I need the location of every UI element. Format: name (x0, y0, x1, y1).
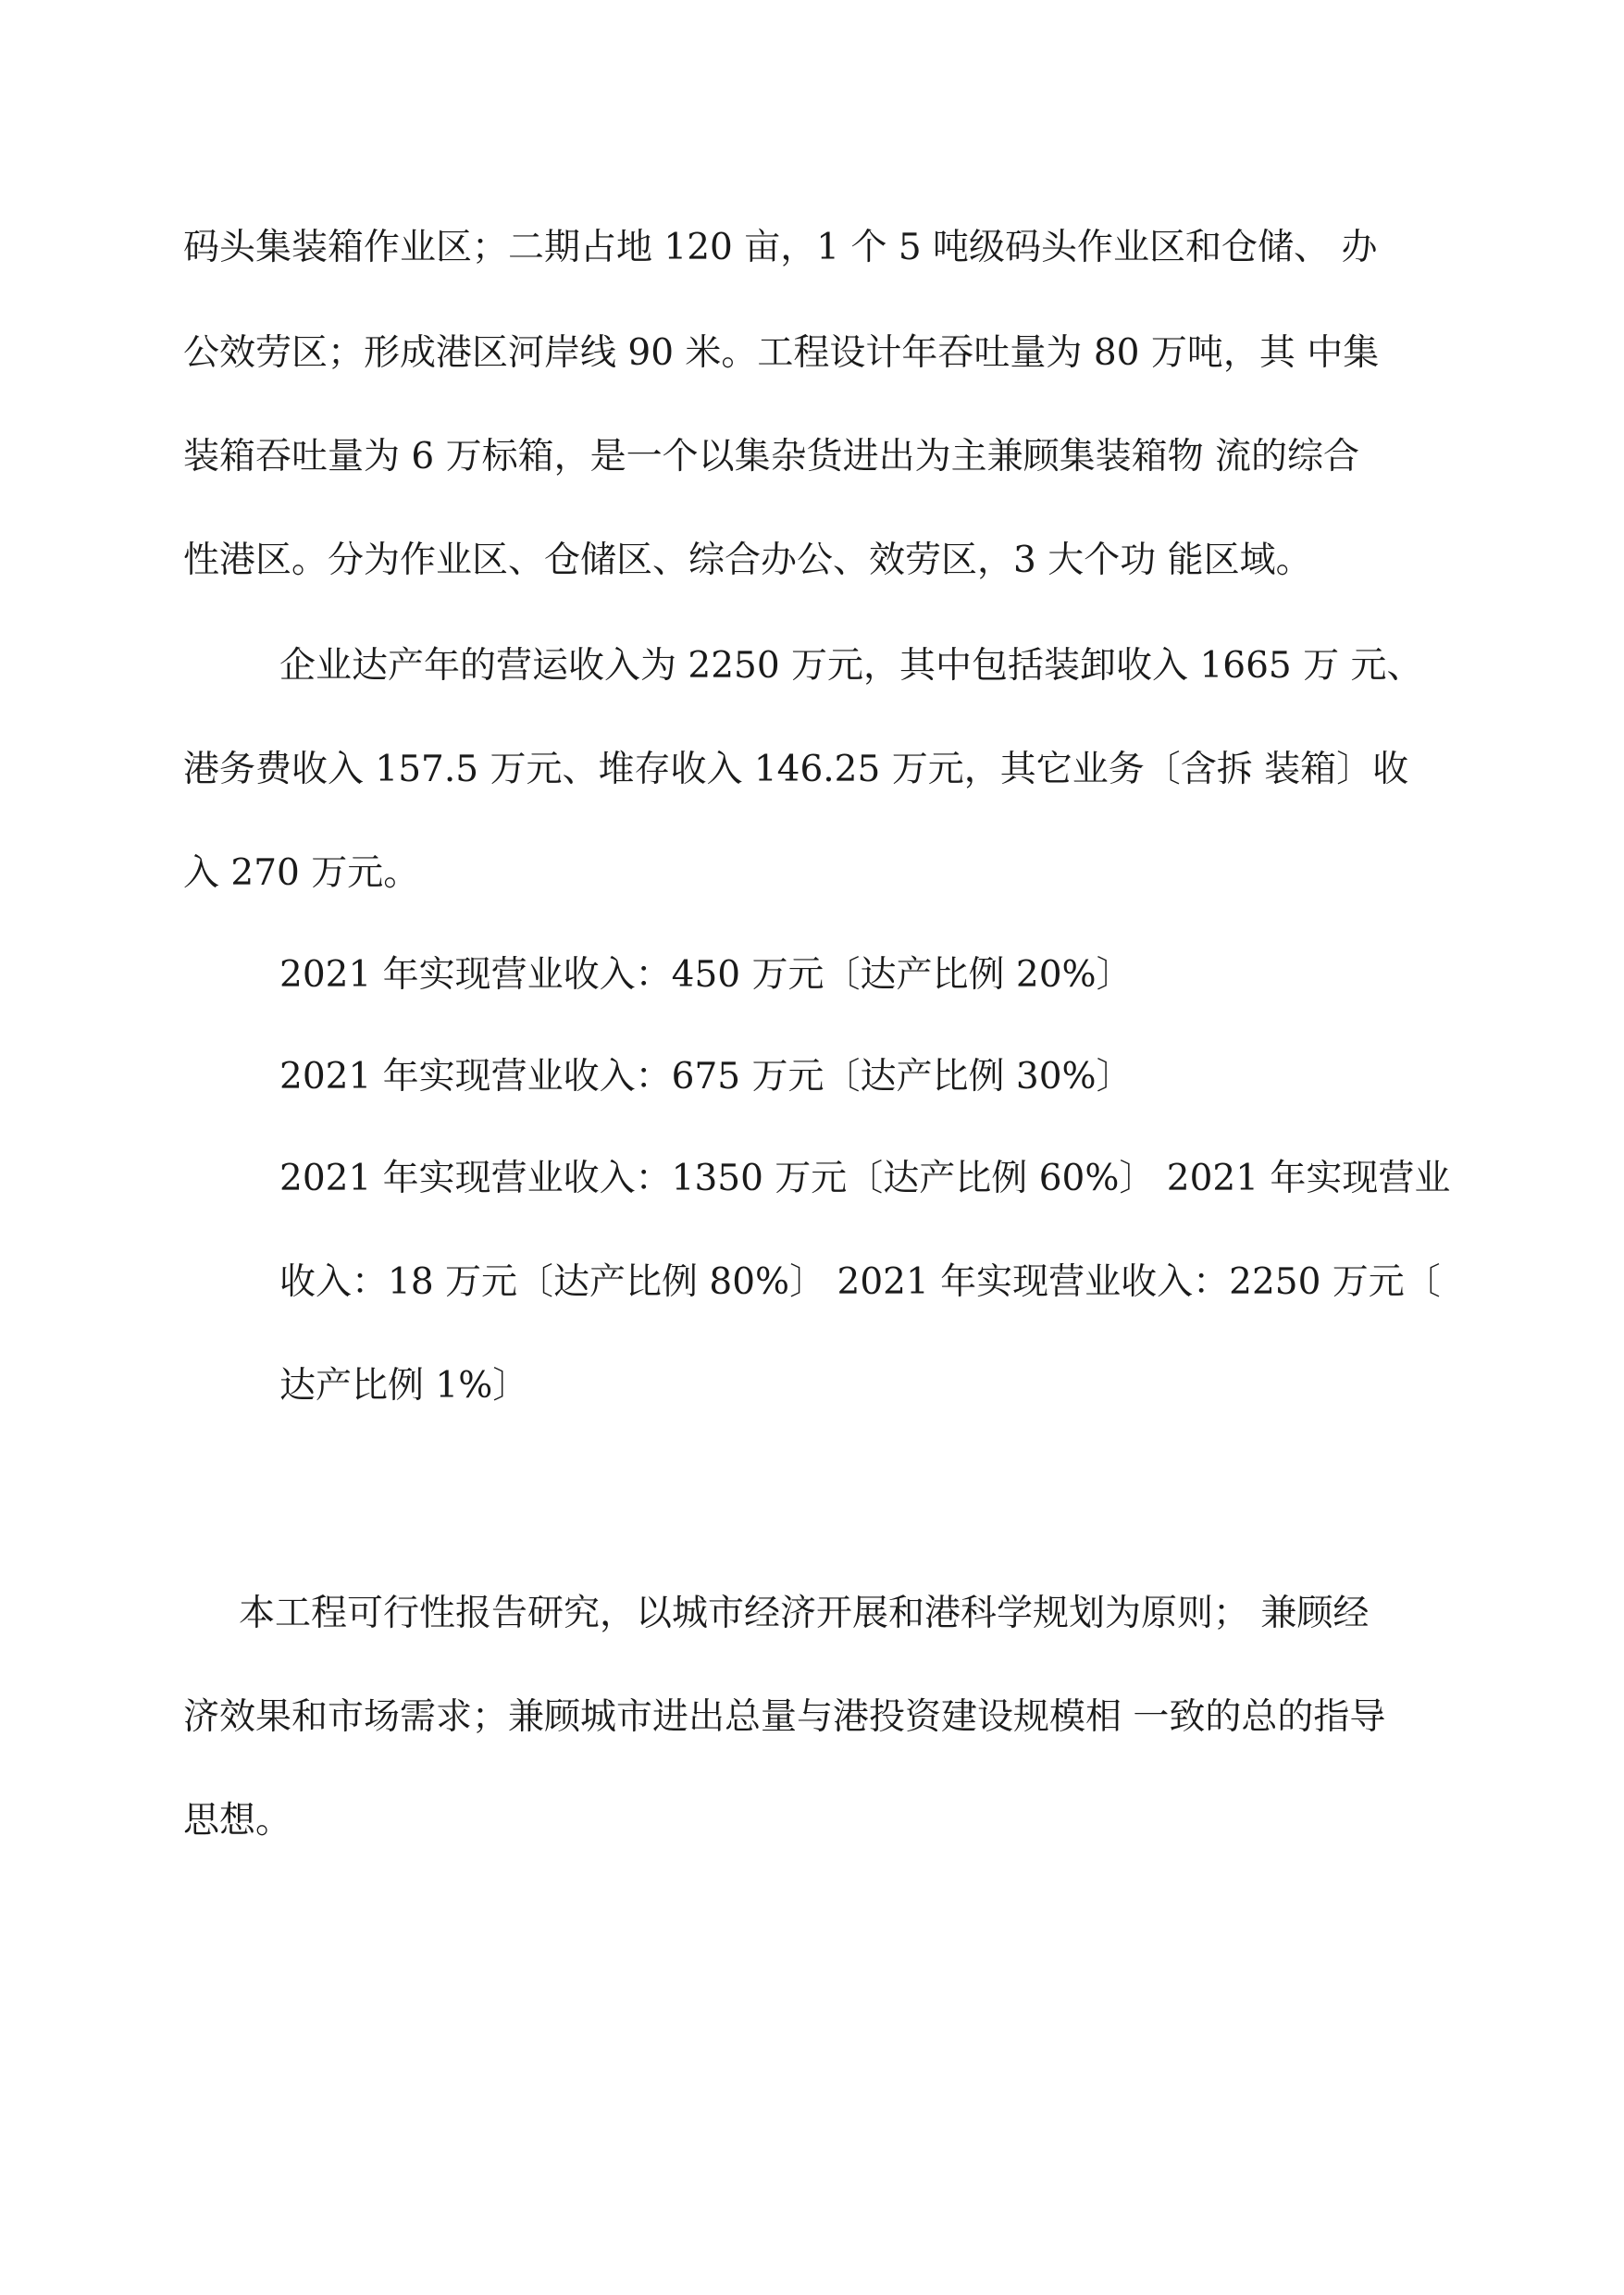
revenue-line-1: 2021 年实现营业收入：450 万元〔达产比例 20%〕 (279, 954, 1133, 996)
revenue-line-5: 达产比例 1%〕 (279, 1365, 529, 1407)
paragraph-1-line-2: 公效劳区；形成港区河岸线 90 米。工程设计年吞吐量为 80 万吨，其 中集 (183, 332, 1380, 374)
paragraph-2-line-3: 入 270 万元。 (183, 852, 420, 894)
revenue-line-3: 2021 年实现营业收入：1350 万元〔达产比例 60%〕 2021 年实现营业 (279, 1158, 1451, 1199)
paragraph-4-line-3: 思想。 (183, 1800, 292, 1842)
paragraph-2-line-1: 企业达产年的营运收入为 2250 万元，其中包括装卸收入 1665 万 元、 (279, 645, 1423, 687)
paragraph-1-line-4: 性港区。分为作业区、仓储区、综合办公、效劳区，3 大个功 能区域。 (183, 540, 1312, 581)
paragraph-4-line-1: 本工程可行性报告研究，以城市经济开展和港科学规划为原则； 兼顾经 (239, 1593, 1370, 1634)
paragraph-4-line-2: 济效果和市场需求；兼顾城市进出总量与港投资建设规模相 一致的总的指导 (183, 1696, 1386, 1738)
paragraph-1-line-3: 装箱吞吐量为 6 万标箱，是一个以集杂货进出为主兼顾集装箱物 流的综合 (183, 436, 1360, 478)
paragraph-2-line-2: 港务费收入 157.5 万元、堆存收入 146.25 万元，其它业务〔含拆 装箱〕收 (183, 749, 1409, 790)
paragraph-1-line-1: 码头集装箱作业区；二期占地 120 亩，1 个 5 吨级码头作业区和仓储、 办 (183, 227, 1378, 268)
revenue-line-2: 2021 年实现营业收入：675 万元〔达产比例 30%〕 (279, 1056, 1133, 1098)
revenue-line-4: 收入：18 万元〔达产比例 80%〕 2021 年实现营业收入：2250 万元〔 (279, 1261, 1441, 1303)
